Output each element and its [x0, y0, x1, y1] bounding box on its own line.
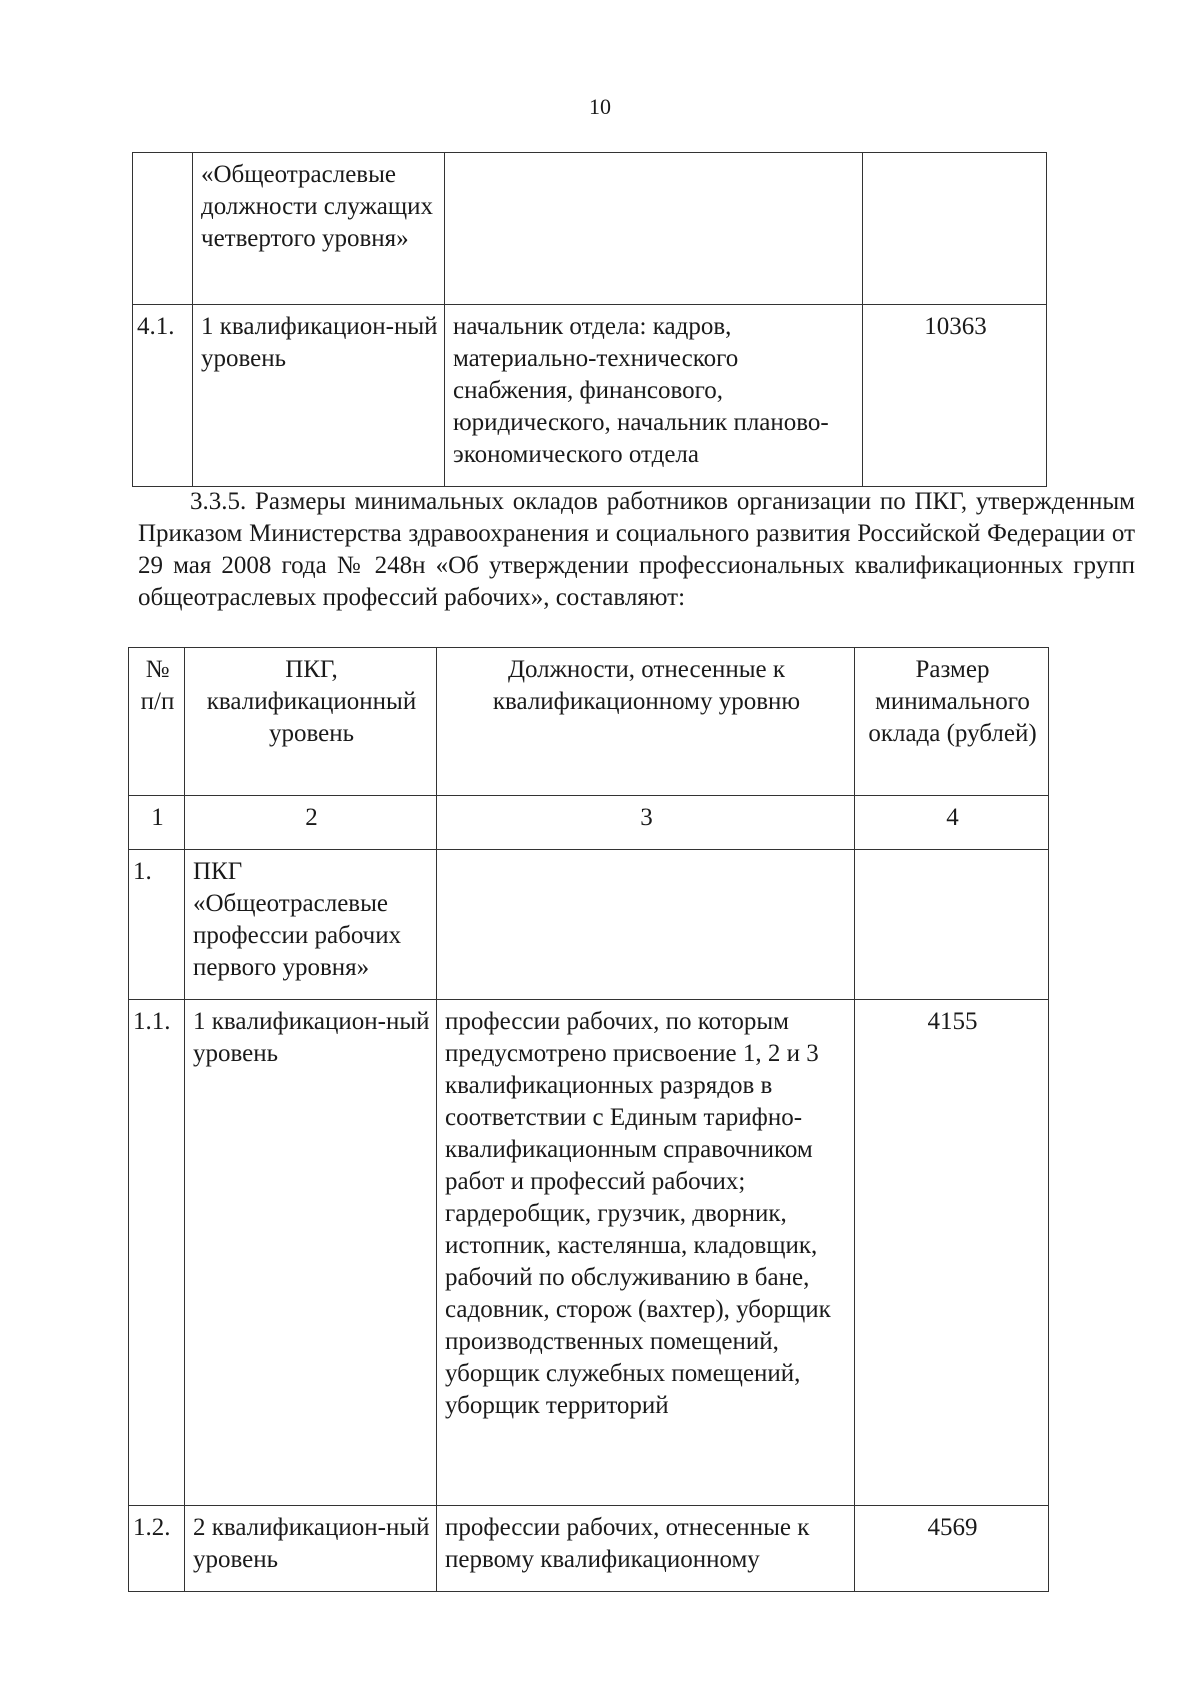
column-number: 1: [129, 796, 185, 850]
row-number: 1.: [129, 850, 185, 1000]
salary: 4569: [855, 1506, 1049, 1592]
column-number: 4: [855, 796, 1049, 850]
group-name: 2 квалификацион-ный уровень: [185, 1506, 437, 1592]
column-number-row: [129, 796, 1049, 850]
column-number: 3: [437, 796, 855, 850]
paragraph-text: 3.3.5. Размеры минимальных окладов работников организации по ПКГ, утвержденным Приказом Министерства здравоохранения и социального развития Российской Федерации от 29 мая 2008 года № 248н «Об утверждении профессиональных квалификационных групп общеотраслевых профессий рабочих», составляют:: [138, 488, 1135, 611]
positions: профессии рабочих, отнесенные к первому квалификационному: [437, 1506, 855, 1592]
group-name: ПКГ «Общеотраслевые профессии рабочих первого уровня»: [185, 850, 437, 1000]
positions: [437, 850, 855, 1000]
header-row: [129, 648, 1049, 796]
salary: [855, 850, 1049, 1000]
header-positions: Должности, отнесенные к квалификационному уровню: [437, 648, 855, 796]
salary: 4155: [855, 1000, 1049, 1506]
group-name: «Общеотраслевые должности служащих четвертого уровня»: [193, 153, 445, 305]
row-number: 1.1.: [129, 1000, 185, 1506]
main-table: [128, 647, 1049, 1592]
column-number: 2: [185, 796, 437, 850]
table-row: [133, 305, 1047, 487]
table-row: [129, 850, 1049, 1000]
row-number: [133, 153, 193, 305]
paragraph-3-3-5: [138, 486, 1135, 614]
row-number: 4.1.: [133, 305, 193, 487]
header-salary: Размер минимального оклада (рублей): [855, 648, 1049, 796]
table-row: [133, 153, 1047, 305]
positions: профессии рабочих, по которым предусмотрено присвоение 1, 2 и 3 квалификационных разрядов в соответствии с Единым тарифно-квалификационным справочником работ и профессий рабочих; гардеробщик, грузчик, дворник, истопник, кастелянша, кладовщик, рабочий по обслуживанию в бане, садовник, сторож (вахтер), уборщик производственных помещений, уборщик служебных помещений, уборщик территорий: [437, 1000, 855, 1506]
top-table: [132, 152, 1047, 487]
positions: [445, 153, 863, 305]
row-number: 1.2.: [129, 1506, 185, 1592]
header-num: № п/п: [129, 648, 185, 796]
table-row: [129, 1506, 1049, 1592]
page-number: 10: [589, 94, 611, 119]
salary: 10363: [863, 305, 1047, 487]
header-group: ПКГ, квалификационный уровень: [185, 648, 437, 796]
salary: [863, 153, 1047, 305]
positions: начальник отдела: кадров, материально-технического снабжения, финансового, юридического, начальник планово-экономического отдела: [445, 305, 863, 487]
group-name: 1 квалификацион-ный уровень: [193, 305, 445, 487]
group-name: 1 квалификацион-ный уровень: [185, 1000, 437, 1506]
table-row: [129, 1000, 1049, 1506]
